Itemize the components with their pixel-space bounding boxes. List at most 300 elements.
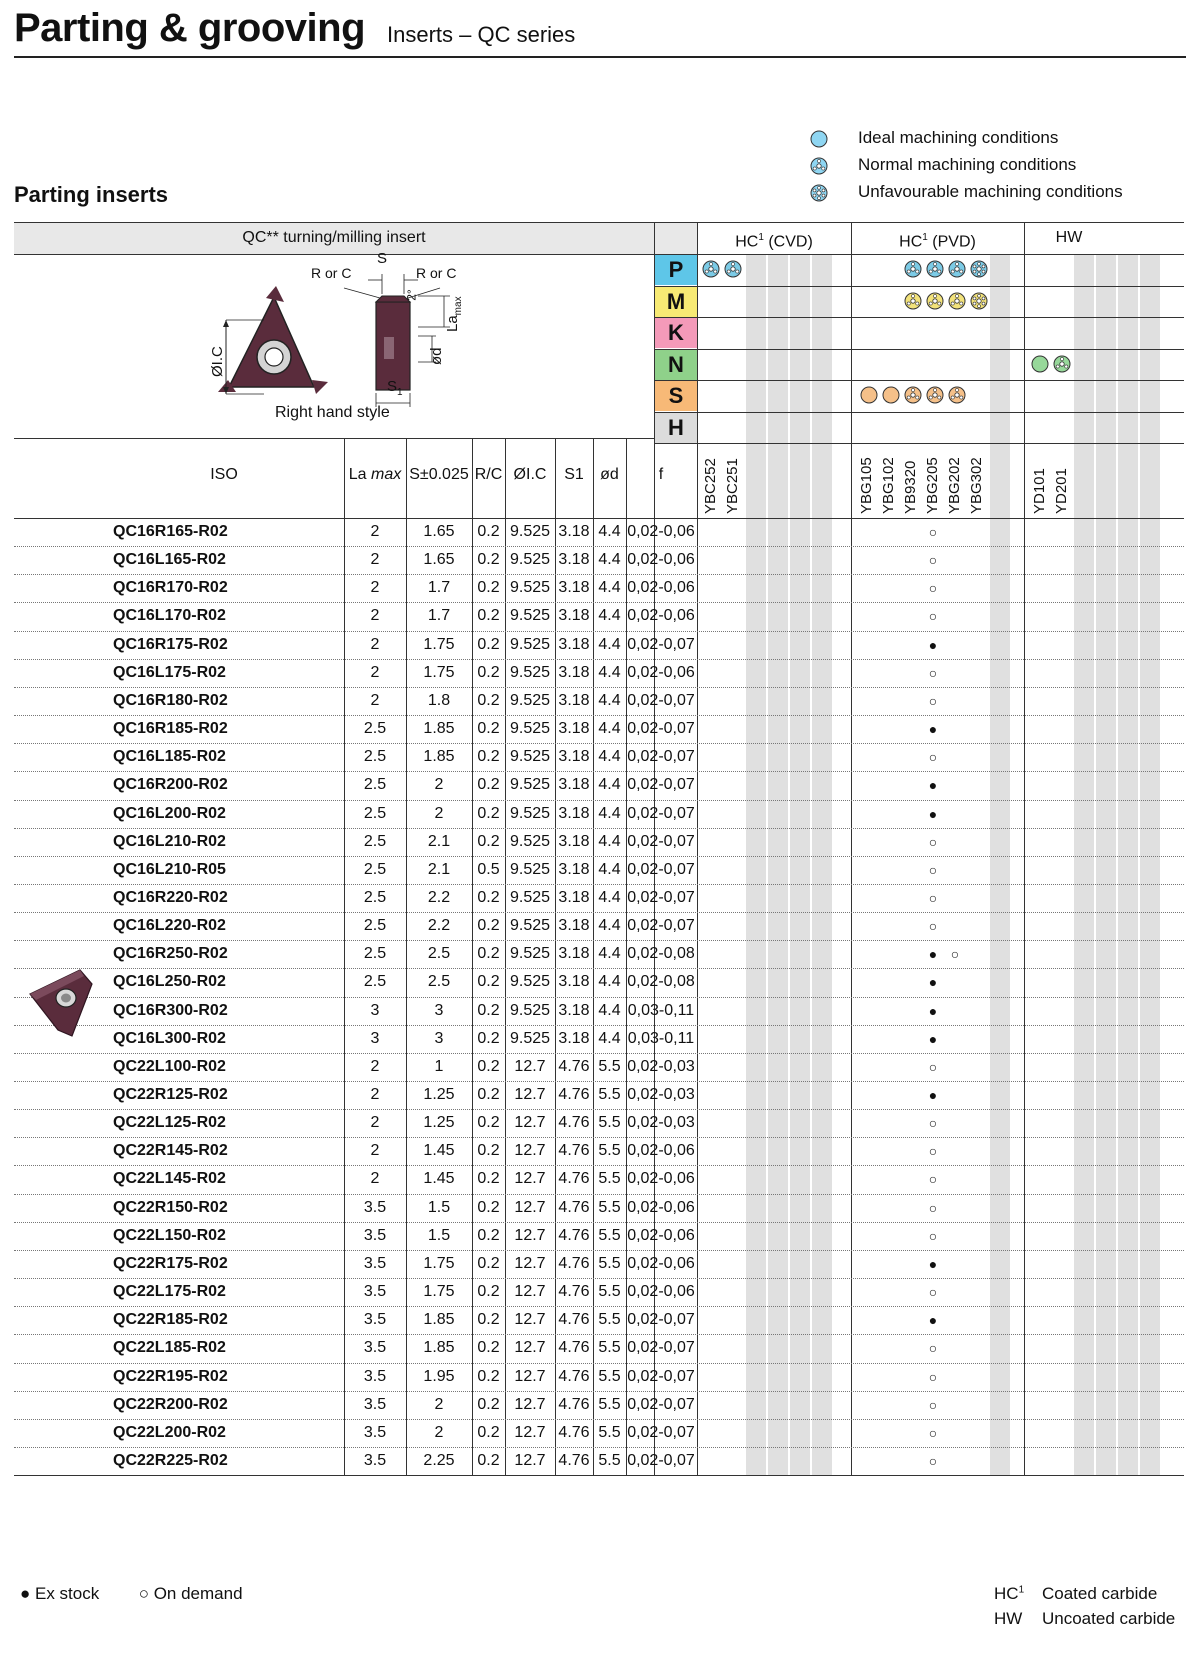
cell-f: 0,02-0,07 <box>627 691 695 709</box>
cell-f: 0,02-0,06 <box>627 1283 695 1301</box>
availability-ybg205: ● <box>928 1087 938 1103</box>
grade-name: YBG102 <box>880 457 897 514</box>
cell-d: 4.4 <box>598 579 621 597</box>
cell-rc: 0.2 <box>477 663 500 681</box>
grade-column-shade <box>812 254 832 1475</box>
iso-code: QC16R165-R02 <box>113 523 228 540</box>
cell-s: 1.65 <box>423 551 455 569</box>
availability-ybg202: ○ <box>950 946 960 963</box>
normal-condition-icon <box>724 260 742 278</box>
normal-condition-icon <box>948 386 966 404</box>
normal-condition-icon <box>904 292 922 310</box>
availability-ybg205: ○ <box>928 861 938 878</box>
availability-ybg205: ○ <box>928 1340 938 1357</box>
column-header: ød <box>600 466 619 483</box>
legend-row-ideal <box>810 126 1190 153</box>
cell-rc: 0.2 <box>477 748 500 766</box>
cell-f: 0,02-0,07 <box>627 1311 695 1329</box>
cell-d: 4.4 <box>598 720 621 738</box>
cell-f: 0,02-0,08 <box>627 973 695 991</box>
table-rule <box>654 380 1184 381</box>
cell-d: 5.5 <box>598 1254 621 1272</box>
iso-code: QC22R175-R02 <box>113 1254 228 1272</box>
grade-column-shade <box>1096 254 1116 1475</box>
cell-ic: 9.525 <box>509 945 551 963</box>
table-divider <box>851 222 852 1475</box>
cell-s1: 4.76 <box>558 1086 590 1103</box>
cell-f: 0,02-0,07 <box>627 720 695 738</box>
cell-d: 5.5 <box>598 1170 621 1188</box>
table-rule <box>14 254 1184 255</box>
cell-ic: 9.525 <box>509 776 551 794</box>
cell-f: 0,02-0,06 <box>627 1254 695 1272</box>
ideal-condition-icon <box>810 130 828 148</box>
normal-condition-icon <box>904 260 922 278</box>
cell-ic: 9.525 <box>509 748 551 766</box>
material-k-badge: K <box>655 318 697 348</box>
cell-ic: 9.525 <box>509 607 551 625</box>
hc-description: Coated carbide <box>1042 1584 1158 1603</box>
normal-condition-icon <box>926 292 944 310</box>
cell-ic: 12.7 <box>514 1198 546 1216</box>
iso-code: QC22L100-R02 <box>113 1057 226 1075</box>
table-rule <box>654 286 1184 287</box>
cell-s: 2 <box>434 804 444 822</box>
iso-code: QC16R175-R02 <box>113 635 228 653</box>
cell-la: 2 <box>370 1114 380 1132</box>
cell-rc: 0.2 <box>477 1029 500 1047</box>
page-title: Parting & grooving <box>14 6 365 50</box>
availability-ybg205: ○ <box>928 608 938 625</box>
cell-la: 2 <box>370 663 380 681</box>
cell-rc: 0.2 <box>477 551 500 569</box>
cell-s: 1 <box>434 1057 444 1075</box>
cell-rc: 0.2 <box>477 720 500 738</box>
cell-s: 2 <box>434 1423 444 1441</box>
iso-code: QC22R125-R02 <box>113 1086 228 1103</box>
cell-ic: 9.525 <box>509 917 551 935</box>
diagram-label-r-or-c-left: R or C <box>311 265 352 281</box>
ex-stock-label: ● Ex stock <box>20 1584 100 1603</box>
insert-dimension-diagram <box>204 262 534 412</box>
cell-s1: 3.18 <box>558 1001 590 1019</box>
availability-ybg205: ○ <box>928 552 938 569</box>
cell-rc: 0.2 <box>477 1339 500 1357</box>
cell-ic: 12.7 <box>514 1283 546 1301</box>
cell-ic: 9.525 <box>509 635 551 653</box>
cell-s1: 3.18 <box>558 832 590 850</box>
cell-rc: 0.2 <box>477 945 500 963</box>
cell-d: 4.4 <box>598 607 621 625</box>
cell-s: 1.25 <box>423 1114 455 1132</box>
insert-header-title: QC** turning/milling insert <box>242 229 426 246</box>
cell-la: 3.5 <box>363 1423 387 1441</box>
cell-s: 2.25 <box>423 1451 455 1469</box>
cell-d: 4.4 <box>598 691 621 709</box>
cell-ic: 9.525 <box>509 579 551 597</box>
cell-d: 5.5 <box>598 1198 621 1216</box>
cell-ic: 9.525 <box>509 888 551 906</box>
cell-ic: 12.7 <box>514 1451 546 1469</box>
iso-code: QC16L210-R02 <box>113 832 226 850</box>
condition-legend <box>810 126 1190 207</box>
legend-label: Unfavourable machining conditions <box>858 182 1123 201</box>
material-s-badge: S <box>655 381 697 411</box>
diagram-label-d: ød <box>428 347 445 365</box>
cell-s1: 4.76 <box>558 1198 590 1216</box>
cell-ic: 9.525 <box>509 663 551 681</box>
ideal-condition-icon <box>860 386 878 404</box>
cell-s1: 4.76 <box>558 1395 590 1413</box>
grade-group-title: HW <box>1055 229 1083 246</box>
abbr-row-hc <box>994 1584 1194 1609</box>
normal-condition-icon <box>926 260 944 278</box>
table-divider <box>697 222 698 1475</box>
cell-s: 1.7 <box>427 579 451 597</box>
cell-rc: 0.2 <box>477 1198 500 1216</box>
iso-code: QC22L145-R02 <box>113 1170 226 1188</box>
ideal-condition-icon <box>882 386 900 404</box>
iso-code: QC16L250-R02 <box>113 973 226 991</box>
cell-rc: 0.5 <box>477 860 500 878</box>
cell-la: 2.5 <box>363 720 387 738</box>
grade-name: YBG105 <box>858 457 875 514</box>
cell-s1: 3.18 <box>558 917 590 935</box>
cell-la: 3.5 <box>363 1283 387 1301</box>
material-n-badge: N <box>655 350 697 380</box>
table-rule <box>14 438 654 439</box>
table-rule <box>654 349 1184 350</box>
availability-ybg205: ○ <box>928 1284 938 1301</box>
cell-la: 2.5 <box>363 973 387 991</box>
cell-f: 0,02-0,08 <box>627 945 695 963</box>
cell-f: 0,02-0,07 <box>627 1423 695 1441</box>
cell-f: 0,02-0,06 <box>627 1170 695 1188</box>
iso-code: QC16R185-R02 <box>113 720 228 738</box>
grade-column-shade <box>990 254 1010 1475</box>
cell-s: 1.7 <box>427 607 451 625</box>
table-rule <box>654 317 1184 318</box>
legend-label: Ideal machining conditions <box>858 128 1059 147</box>
cell-ic: 12.7 <box>514 1339 546 1357</box>
page-header <box>14 4 1186 58</box>
availability-ybg205: ● <box>928 1255 938 1272</box>
cell-ic: 9.525 <box>509 523 551 540</box>
legend-row-normal <box>810 153 1190 180</box>
cell-d: 4.4 <box>598 832 621 850</box>
availability-ybg205: ● <box>928 1030 938 1047</box>
unfavourable-condition-icon <box>970 292 988 310</box>
cell-s1: 3.18 <box>558 663 590 681</box>
cell-ic: 9.525 <box>509 860 551 878</box>
cell-d: 5.5 <box>598 1086 621 1103</box>
availability-ybg205: ● <box>928 805 938 822</box>
iso-code: QC16R180-R02 <box>113 691 228 709</box>
cell-rc: 0.2 <box>477 579 500 597</box>
grade-group-title: $HC^1$ (CVD) <box>735 232 813 251</box>
cell-d: 5.5 <box>598 1423 621 1441</box>
cell-d: 4.4 <box>598 523 621 540</box>
iso-code: QC22L200-R02 <box>113 1423 226 1441</box>
grade-column-shade <box>746 254 766 1475</box>
cell-s: 1.8 <box>427 691 451 709</box>
column-header: ØI.C <box>513 466 547 483</box>
cell-ic: 12.7 <box>514 1170 546 1188</box>
grade-name: YBC252 <box>702 458 719 514</box>
cell-s1: 4.76 <box>558 1451 590 1469</box>
cell-s1: 3.18 <box>558 720 590 738</box>
cell-rc: 0.2 <box>477 804 500 822</box>
footer-abbreviations <box>994 1584 1194 1634</box>
availability-ybg205: ○ <box>928 918 938 935</box>
cell-rc: 0.2 <box>477 691 500 709</box>
table-rule <box>14 222 1184 223</box>
cell-la: 2 <box>370 1142 380 1160</box>
cell-s: 2.1 <box>427 832 451 850</box>
iso-code: QC22R145-R02 <box>113 1142 228 1160</box>
column-header: f <box>658 466 664 483</box>
normal-condition-icon <box>810 157 828 175</box>
cell-s1: 3.18 <box>558 860 590 878</box>
insert-table <box>14 222 1184 1577</box>
cell-la: 2.5 <box>363 888 387 906</box>
cell-s1: 3.18 <box>558 804 590 822</box>
cell-la: 2.5 <box>363 776 387 794</box>
cell-la: 2 <box>370 551 380 569</box>
grade-name: YD201 <box>1053 468 1070 514</box>
availability-ybg205: ○ <box>928 1368 938 1385</box>
cell-f: 0,02-0,07 <box>627 776 695 794</box>
cell-s: 1.85 <box>423 1339 455 1357</box>
footer-legend <box>20 1584 243 1604</box>
cell-rc: 0.2 <box>477 1226 500 1244</box>
cell-la: 2 <box>370 523 380 540</box>
cell-la: 2 <box>370 635 380 653</box>
normal-condition-icon <box>702 260 720 278</box>
cell-d: 5.5 <box>598 1057 621 1075</box>
material-h-badge: H <box>655 413 697 443</box>
cell-s1: 4.76 <box>558 1339 590 1357</box>
iso-code: QC16R170-R02 <box>113 579 228 597</box>
iso-code: QC16L165-R02 <box>113 551 226 569</box>
availability-ybg205: ● <box>928 974 938 991</box>
cell-ic: 9.525 <box>509 1029 551 1047</box>
cell-d: 4.4 <box>598 776 621 794</box>
availability-ybg205: ○ <box>928 524 938 540</box>
cell-s: 1.65 <box>423 523 455 540</box>
cell-ic: 9.525 <box>509 1001 551 1019</box>
cell-d: 4.4 <box>598 917 621 935</box>
cell-s1: 4.76 <box>558 1283 590 1301</box>
cell-f: 0,02-0,07 <box>627 1367 695 1385</box>
availability-ybg205: ● <box>928 636 938 653</box>
material-p-badge: P <box>655 255 697 285</box>
cell-rc: 0.2 <box>477 635 500 653</box>
cell-la: 3.5 <box>363 1254 387 1272</box>
diagram-label-s: S <box>377 250 388 267</box>
iso-code: QC16L220-R02 <box>113 917 226 935</box>
cell-f: 0,02-0,03 <box>627 1114 695 1132</box>
grade-column-shade <box>1074 254 1094 1475</box>
iso-code: QC16L185-R02 <box>113 748 226 766</box>
hw-description: Uncoated carbide <box>1042 1609 1176 1628</box>
availability-ybg205: ● <box>928 1312 938 1329</box>
iso-code: QC16R250-R02 <box>113 945 228 963</box>
legend-label: Normal machining conditions <box>858 155 1077 174</box>
cell-rc: 0.2 <box>477 1283 500 1301</box>
cell-s: 2.2 <box>427 888 451 906</box>
availability-ybg205: ○ <box>928 1171 938 1188</box>
cell-s: 2.2 <box>427 917 451 935</box>
availability-ybg205: ○ <box>928 889 938 906</box>
normal-condition-icon <box>904 386 922 404</box>
grade-column-shade <box>1118 254 1138 1475</box>
abbr-row-hw <box>994 1609 1194 1634</box>
page-subtitle: Inserts – QC series <box>387 22 576 47</box>
cell-rc: 0.2 <box>477 1142 500 1160</box>
availability-ybg205: ○ <box>928 692 938 709</box>
cell-s1: 3.18 <box>558 551 590 569</box>
column-header: R/C <box>474 466 503 483</box>
cell-s1: 4.76 <box>558 1114 590 1132</box>
cell-f: 0,02-0,06 <box>627 1198 695 1216</box>
availability-ybg205: ○ <box>928 749 938 766</box>
cell-s1: 4.76 <box>558 1170 590 1188</box>
cell-la: 3.5 <box>363 1367 387 1385</box>
availability-ybg205: ○ <box>928 1143 938 1160</box>
cell-s1: 3.18 <box>558 776 590 794</box>
cell-la: 2 <box>370 607 380 625</box>
cell-rc: 0.2 <box>477 776 500 794</box>
diagram-label-r-or-c-right: R or C <box>416 265 457 281</box>
cell-la: 3.5 <box>363 1198 387 1216</box>
cell-la: 2 <box>370 1086 380 1103</box>
diagram-label-angle: 2° <box>404 289 419 301</box>
ideal-condition-icon <box>1031 355 1049 373</box>
cell-f: 0,02-0,06 <box>627 607 695 625</box>
cell-f: 0,02-0,06 <box>627 579 695 597</box>
cell-f: 0,02-0,07 <box>627 635 695 653</box>
cell-s1: 3.18 <box>558 748 590 766</box>
cell-s1: 3.18 <box>558 888 590 906</box>
cell-d: 5.5 <box>598 1226 621 1244</box>
cell-s1: 3.18 <box>558 973 590 991</box>
cell-rc: 0.2 <box>477 917 500 935</box>
insert-product-photo <box>22 964 102 1044</box>
cell-s1: 3.18 <box>558 635 590 653</box>
cell-s: 1.75 <box>423 663 455 681</box>
cell-la: 2 <box>370 1057 380 1075</box>
cell-ic: 12.7 <box>514 1367 546 1385</box>
normal-condition-icon <box>1053 355 1071 373</box>
cell-s: 3 <box>434 1001 444 1019</box>
grade-column-shade <box>790 254 810 1475</box>
cell-rc: 0.2 <box>477 1311 500 1329</box>
cell-d: 5.5 <box>598 1114 621 1132</box>
cell-ic: 9.525 <box>509 804 551 822</box>
cell-la: 2.5 <box>363 917 387 935</box>
grade-name: YBC251 <box>724 458 741 514</box>
cell-d: 5.5 <box>598 1367 621 1385</box>
availability-ybg205: ○ <box>928 1058 938 1075</box>
iso-code: QC22R225-R02 <box>113 1451 228 1469</box>
cell-d: 5.5 <box>598 1339 621 1357</box>
cell-f: 0,02-0,03 <box>627 1086 695 1103</box>
cell-s: 1.95 <box>423 1367 455 1385</box>
cell-rc: 0.2 <box>477 1254 500 1272</box>
cell-la: 2.5 <box>363 832 387 850</box>
cell-d: 5.5 <box>598 1311 621 1329</box>
cell-la: 2.5 <box>363 860 387 878</box>
material-m-badge: M <box>655 287 697 317</box>
cell-rc: 0.2 <box>477 832 500 850</box>
cell-s1: 3.18 <box>558 691 590 709</box>
cell-f: 0,02-0,07 <box>627 1451 695 1469</box>
cell-f: 0,02-0,07 <box>627 748 695 766</box>
iso-code: QC16L175-R02 <box>113 663 226 681</box>
cell-d: 4.4 <box>598 748 621 766</box>
cell-s: 1.85 <box>423 748 455 766</box>
cell-s1: 4.76 <box>558 1142 590 1160</box>
cell-rc: 0.2 <box>477 1451 500 1469</box>
cell-s: 1.45 <box>423 1142 455 1160</box>
iso-code: QC16L170-R02 <box>113 607 226 625</box>
grade-name: YBG302 <box>968 457 985 514</box>
grade-name: YD101 <box>1031 468 1048 514</box>
cell-s: 2 <box>434 776 444 794</box>
diagram-caption: Right hand style <box>275 404 390 421</box>
cell-f: 0,02-0,07 <box>627 1395 695 1413</box>
cell-s1: 3.18 <box>558 523 590 540</box>
iso-code: QC22L125-R02 <box>113 1114 226 1132</box>
cell-d: 5.5 <box>598 1395 621 1413</box>
availability-ybg205: ● <box>928 721 938 738</box>
cell-f: 0,02-0,07 <box>627 832 695 850</box>
cell-s: 1.25 <box>423 1086 455 1103</box>
cell-s1: 3.18 <box>558 579 590 597</box>
cell-rc: 0.2 <box>477 1001 500 1019</box>
cell-rc: 0.2 <box>477 1170 500 1188</box>
cell-la: 2.5 <box>363 804 387 822</box>
normal-condition-icon <box>948 260 966 278</box>
cell-f: 0,02-0,07 <box>627 804 695 822</box>
iso-code: QC22R150-R02 <box>113 1198 228 1216</box>
cell-s: 2.5 <box>427 973 451 991</box>
cell-rc: 0.2 <box>477 607 500 625</box>
iso-code: QC22L150-R02 <box>113 1226 226 1244</box>
cell-rc: 0.2 <box>477 1367 500 1385</box>
cell-f: 0,02-0,03 <box>627 1057 695 1075</box>
cell-d: 5.5 <box>598 1142 621 1160</box>
grade-name: YBG205 <box>924 457 941 514</box>
iso-code: QC22R200-R02 <box>113 1395 228 1413</box>
cell-ic: 9.525 <box>509 832 551 850</box>
iso-code: QC22R195-R02 <box>113 1367 228 1385</box>
table-rule <box>654 412 1184 413</box>
cell-d: 5.5 <box>598 1451 621 1469</box>
availability-ybg205: ○ <box>928 1424 938 1441</box>
cell-rc: 0.2 <box>477 1114 500 1132</box>
diagram-label-s1: $S_1$ <box>387 378 403 398</box>
cell-la: 3.5 <box>363 1311 387 1329</box>
cell-la: 2 <box>370 691 380 709</box>
grade-name: YBG202 <box>946 457 963 514</box>
cell-ic: 12.7 <box>514 1114 546 1132</box>
cell-d: 4.4 <box>598 1029 621 1047</box>
cell-d: 4.4 <box>598 551 621 569</box>
cell-rc: 0.2 <box>477 1423 500 1441</box>
cell-s: 1.85 <box>423 720 455 738</box>
